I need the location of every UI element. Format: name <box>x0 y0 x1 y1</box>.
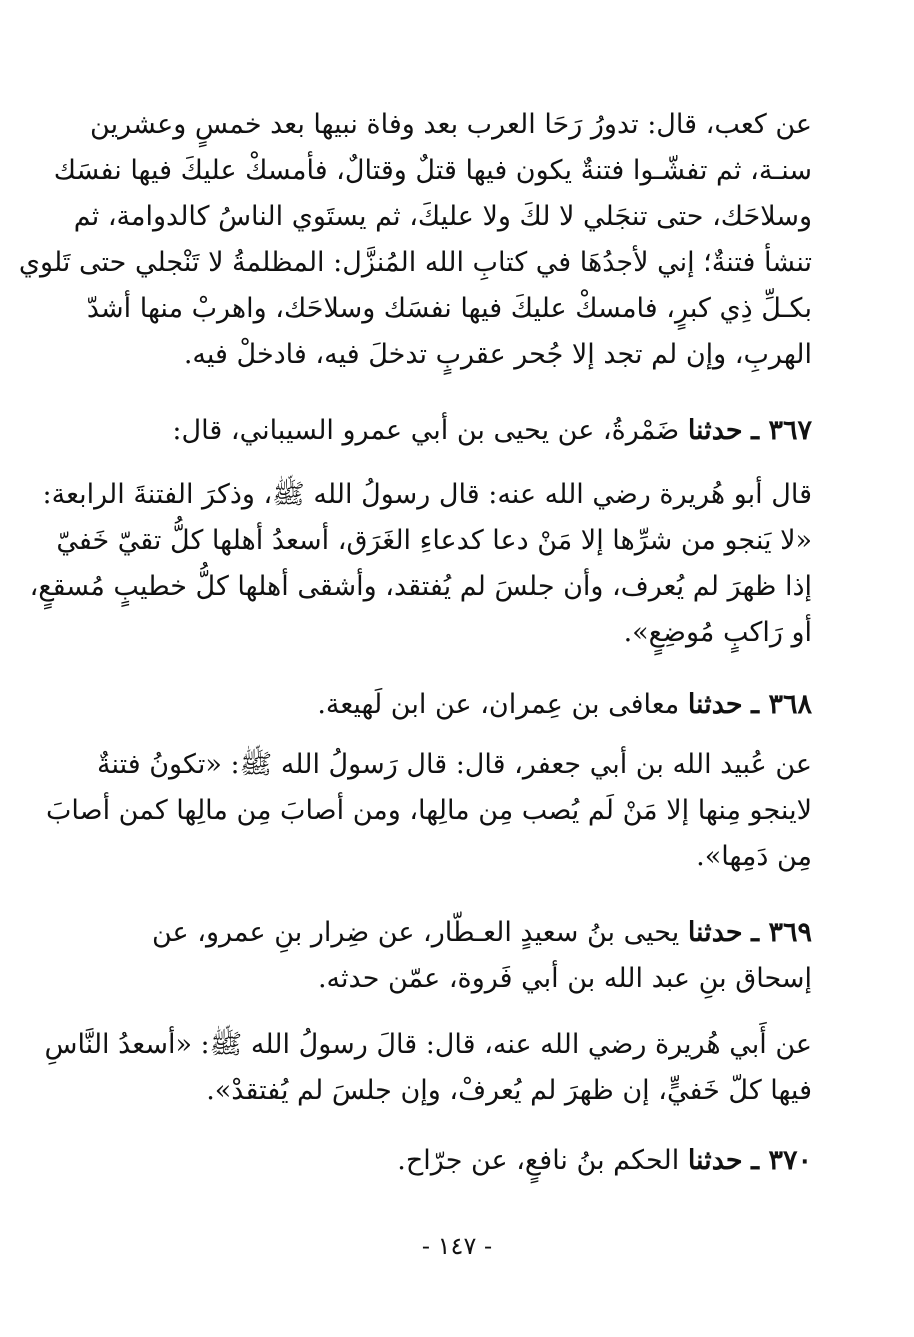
hadith-number: ٣٦٨ ـ <box>751 689 812 720</box>
text-line: سنـة، ثم تفشّـوا فتنةٌ يكون فيها قتلٌ وقتالٌ، فأمسكْ عليكَ فيها نفسَك <box>53 155 812 186</box>
page-number: - ١٤٧ - <box>421 1232 493 1260</box>
text-line: إذا ظهرَ لم يُعرف، وأن جلسَ لم يُفتقد، وأشقى أهلها كلُّ خطيبٍ مُسقعٍ، <box>29 571 812 602</box>
hadith-number: ٣٦٧ ـ <box>751 415 812 446</box>
hadith-number: ٣٦٩ ـ <box>751 917 812 948</box>
text-line: إسحاق بنِ عبد الله بن أبي فَروة، عمّن حدثه. <box>317 963 812 994</box>
isnad-370 <box>100 1138 812 1184</box>
text-line: وسلاحَك، حتى تنجَلي لا لكَ ولا عليكَ، ثم يستَوي الناسُ كالدوامة، ثم <box>73 201 812 232</box>
isnad-text: ضَمْرةُ، عن يحيى بن أبي عمرو السيباني، قال: <box>172 415 680 446</box>
isnad-369 <box>100 910 812 1002</box>
hadith-text-367 <box>29 472 812 656</box>
text-line: عن كعب، قال: تدورُ رَحَا العرب بعد وفاة نبيها بعد خمسٍ وعشرين <box>90 109 812 140</box>
text-line: بكـلِّ ذِي كبرٍ، فامسكْ عليكَ فيها نفسَك وسلاحَك، واهربْ منها أشدّ <box>86 293 812 324</box>
isnad-text: يحيى بنُ سعيدٍ العـطّار، عن ضِرار بنِ عمرو، عن <box>152 917 680 948</box>
isnad-text: الحكم بنُ نافعٍ، عن جرّاح. <box>397 1145 680 1176</box>
narration-kaab <box>18 102 812 378</box>
isnad-line <box>100 682 812 728</box>
text-line: عن عُبيد الله بن أبي جعفر، قال: قال رَسولُ الله ﷺ: «تكونُ فتنةٌ <box>96 749 812 780</box>
hadith-text-369 <box>44 1022 812 1114</box>
haddathana-keyword: حدثنا <box>687 1145 743 1176</box>
text-line: قال أبو هُريرة رضي الله عنه: قال رسولُ الله ﷺ، وذكرَ الفتنةَ الرابعة: <box>42 479 812 510</box>
text-line: مِن دَمِها». <box>696 841 812 872</box>
haddathana-keyword: حدثنا <box>687 917 743 948</box>
isnad-line <box>100 408 812 454</box>
isnad-368 <box>100 682 812 728</box>
isnad-line <box>100 910 812 956</box>
text-line: لاينجو مِنها إلا مَنْ لَم يُصب مِن مالِها، ومن أصابَ مِن مالِها كمن أصابَ <box>46 795 812 826</box>
isnad-text: معافى بن عِمران، عن ابن لَهيعة. <box>317 689 680 720</box>
text-line: عن أَبي هُريرة رضي الله عنه، قال: قالَ رسولُ الله ﷺ: «أسعدُ النَّاسِ <box>44 1029 812 1060</box>
text-line: الهربِ، وإن لم تجد إلا جُحر عقربٍ تدخلَ فيه، فادخلْ فيه. <box>183 339 812 370</box>
isnad-line <box>100 1138 812 1184</box>
text-line: أو رَاكبٍ مُوضِعٍ». <box>623 617 812 648</box>
hadith-number: ٣٧٠ ـ <box>751 1145 812 1176</box>
text-line: «لا يَنجو من شرِّها إلا مَنْ دعا كدعاءِ الغَرَق، أسعدُ أهلها كلُّ تقيّ خَفيّ <box>56 525 812 556</box>
text-line: فيها كلّ خَفيٍّ، إن ظهرَ لم يُعرفْ، وإن جلسَ لم يُفتقدْ». <box>206 1075 812 1106</box>
haddathana-keyword: حدثنا <box>687 689 743 720</box>
isnad-367 <box>100 408 812 454</box>
haddathana-keyword: حدثنا <box>687 415 743 446</box>
text-line: تنشأ فتنةٌ؛ إني لأجدُهَا في كتابِ الله المُنزَّل: المظلمةُ لا تَنْجلي حتى تَلوي <box>18 247 812 278</box>
hadith-text-368 <box>46 742 812 880</box>
